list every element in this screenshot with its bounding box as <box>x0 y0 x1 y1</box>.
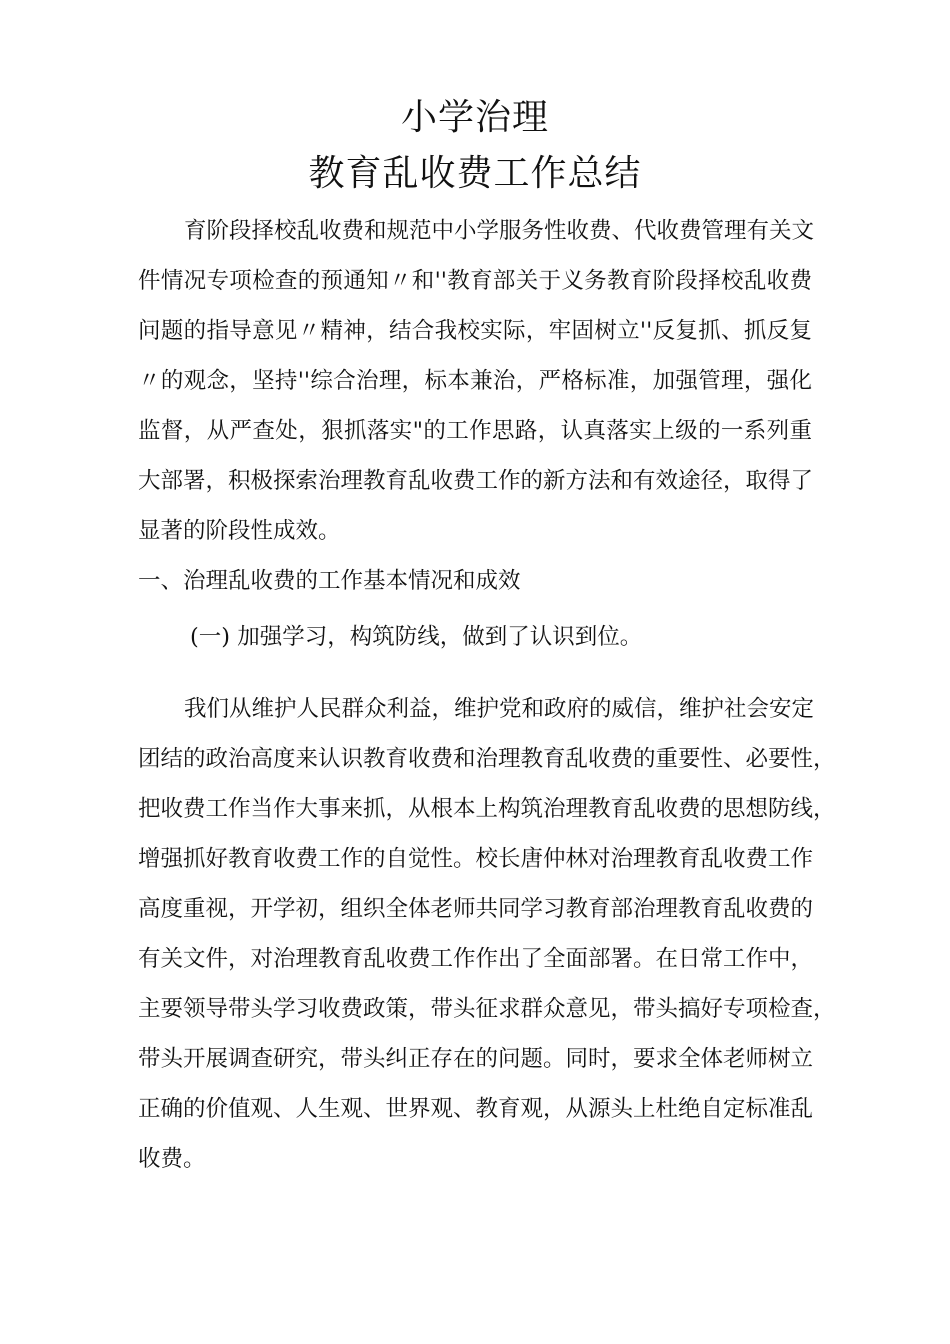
intro-line: 育阶段择校乱收费和规范中小学服务性收费、代收费管理有关文 <box>184 218 815 244</box>
body-line: 主要领导带头学习收费政策，带头征求群众意见，带头搞好专项检查， <box>138 996 836 1022</box>
body-line: 有关文件，对治理教育乱收费工作作出了全面部署。在日常工作中， <box>138 946 814 972</box>
body-line: 把收费工作当作大事来抓，从根本上构筑治理教育乱收费的思想防线， <box>138 796 836 822</box>
intro-line: 〃的观念，坚持''综合治理，标本兼治，严格标准，加强管理，强化 <box>138 368 812 394</box>
document-title-line-2: 教育乱收费工作总结 <box>308 153 642 194</box>
subsection-heading: (一) 加强学习，构筑防线，做到了认识到位。 <box>190 624 643 650</box>
body-line: 增强抓好教育收费工作的自觉性。校长唐仲林对治理教育乱收费工作 <box>138 846 814 872</box>
intro-line: 大部署，积极探索治理教育乱收费工作的新方法和有效途径，取得了 <box>138 468 814 494</box>
section-heading: 一、治理乱收费的工作基本情况和成效 <box>138 568 521 594</box>
intro-line: 件情况专项检查的预通知〃和''教育部关于义务教育阶段择校乱收费 <box>138 268 812 294</box>
body-line: 我们从维护人民群众利益，维护党和政府的威信，维护社会安定 <box>184 696 815 722</box>
intro-line: 监督，从严查处，狠抓落实"的工作思路，认真落实上级的一系列重 <box>138 418 812 444</box>
intro-line: 问题的指导意见〃精神，结合我校实际，牢固树立''反复抓、抓反复 <box>138 318 812 344</box>
body-line-last: 收费。 <box>138 1146 206 1172</box>
document-title-line-1: 小学治理 <box>400 97 549 138</box>
body-line: 团结的政治高度来认识教育收费和治理教育乱收费的重要性、必要性， <box>138 746 836 772</box>
intro-line-last: 显著的阶段性成效。 <box>138 518 341 544</box>
body-line: 高度重视，开学初，组织全体老师共同学习教育部治理教育乱收费的 <box>138 896 814 922</box>
body-line: 正确的价值观、人生观、世界观、教育观，从源头上杜绝自定标准乱 <box>138 1096 814 1122</box>
body-line: 带头开展调查研究，带头纠正存在的问题。同时，要求全体老师树立 <box>138 1046 814 1072</box>
